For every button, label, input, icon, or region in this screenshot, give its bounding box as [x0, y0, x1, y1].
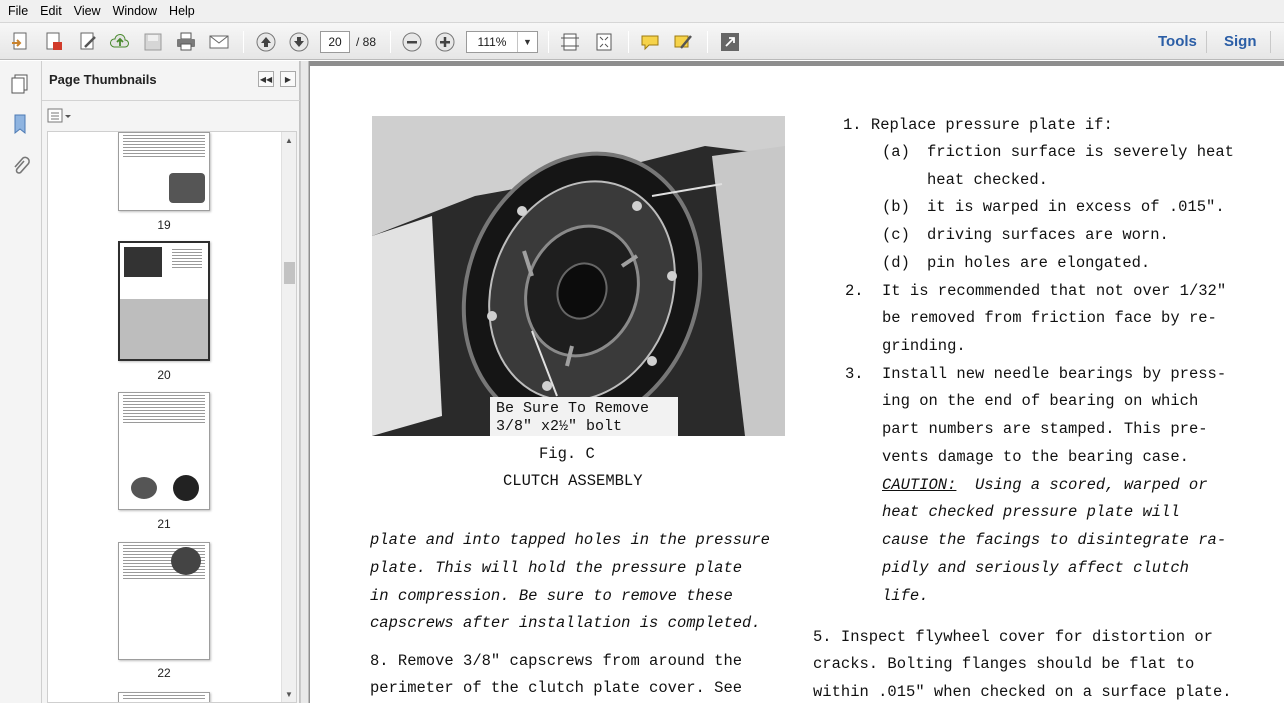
sub-item-letter: (b) — [882, 198, 910, 216]
highlight-icon[interactable] — [670, 29, 696, 55]
paragraph-line: within .015" when checked on a surface plate. — [813, 683, 1232, 701]
document-page — [310, 66, 1284, 703]
caution-line: cause the facings to disintegrate ra- — [882, 531, 1227, 549]
collapse-panel-icon[interactable]: ◀◀ — [258, 71, 274, 87]
panel-title: Page Thumbnails — [49, 72, 157, 87]
photo-annotation-line1: Be Sure To Remove — [496, 400, 650, 417]
edit-pdf-icon[interactable] — [75, 29, 101, 55]
paragraph-line: plate and into tapped holes in the pressure — [370, 531, 770, 549]
previous-page-icon[interactable] — [253, 29, 279, 55]
thumbnail-label: 19 — [157, 218, 171, 232]
sub-item-letter: (c) — [882, 226, 910, 244]
cloud-upload-icon[interactable] — [107, 29, 133, 55]
list-item-line: part numbers are stamped. This pre- — [882, 420, 1208, 438]
thumbnail-label: 22 — [157, 666, 171, 680]
thumbnails-panel — [42, 61, 300, 703]
sub-item-letter: (a) — [882, 143, 910, 161]
navigation-rail — [0, 61, 42, 703]
sub-item-text: driving surfaces are worn. — [927, 226, 1169, 244]
thumbnail-list — [47, 131, 297, 703]
figure-title: CLUTCH ASSEMBLY — [503, 472, 643, 490]
toolbar-separator — [1270, 31, 1271, 53]
menu-edit[interactable]: Edit — [40, 4, 62, 18]
chevron-down-icon[interactable]: ▼ — [517, 32, 537, 52]
toolbar-separator — [390, 31, 391, 53]
photo-annotation — [490, 397, 678, 436]
paragraph-line: perimeter of the clutch plate cover. See — [370, 679, 743, 697]
create-pdf-icon[interactable] — [8, 29, 34, 55]
scrollbar-thumb[interactable] — [284, 262, 295, 284]
thumbnail-scrollbar[interactable]: ▲ ▼ — [281, 132, 297, 703]
caution-line: pidly and seriously affect clutch — [882, 559, 1189, 577]
caution-line: life. — [882, 587, 929, 605]
fit-width-icon[interactable] — [557, 29, 583, 55]
caution-line: heat checked pressure plate will — [882, 503, 1180, 521]
zoom-value: 111% — [477, 35, 507, 49]
list-number: 2. — [845, 282, 864, 300]
save-icon[interactable] — [140, 29, 166, 55]
menu-view[interactable]: View — [73, 4, 101, 18]
list-item-line: vents damage to the bearing case. — [882, 448, 1189, 466]
zoom-select[interactable] — [466, 31, 538, 53]
next-page-icon[interactable] — [286, 29, 312, 55]
toolbar-separator — [243, 31, 244, 53]
chevron-right-icon[interactable]: ▶ — [280, 71, 296, 87]
sub-item-text: pin holes are elongated. — [927, 254, 1151, 272]
list-item-line: grinding. — [882, 337, 966, 355]
paragraph-line: cracks. Bolting flanges should be flat to — [813, 655, 1195, 673]
sub-item-text: heat checked. — [927, 171, 1048, 189]
thumbnail-page-23[interactable] — [118, 692, 210, 703]
toolbar — [0, 22, 1284, 60]
panel-header — [42, 61, 300, 101]
menu-help[interactable]: Help — [169, 4, 195, 18]
attachments-icon[interactable] — [8, 153, 32, 179]
thumbnail-options-icon[interactable] — [47, 107, 73, 125]
list-item-line: be removed from friction face by re- — [882, 309, 1217, 327]
toolbar-separator — [707, 31, 708, 53]
pages-icon[interactable] — [8, 71, 32, 97]
sub-item-text: it is warped in excess of .015". — [927, 198, 1225, 216]
caution-label: CAUTION: — [882, 476, 957, 494]
caution-line: Using a scored, warped or — [975, 476, 1208, 494]
menu-file[interactable]: File — [8, 4, 29, 18]
sub-item-text: friction surface is severely heat — [927, 143, 1234, 161]
menu-bar — [0, 0, 1284, 22]
zoom-out-icon[interactable] — [399, 29, 425, 55]
thumbnail-page-20[interactable] — [118, 241, 210, 361]
sign-link[interactable]: Sign — [1224, 33, 1257, 50]
list-item-1: 1. Replace pressure plate if: — [843, 116, 1113, 134]
toolbar-separator — [548, 31, 549, 53]
figure-caption: Fig. C — [539, 445, 595, 463]
toolbar-separator — [1206, 31, 1207, 53]
toolbar-separator — [628, 31, 629, 53]
sub-item-letter: (d) — [882, 254, 910, 272]
tools-link[interactable]: Tools — [1158, 33, 1197, 50]
menu-window[interactable]: Window — [112, 4, 158, 18]
thumbnail-label: 20 — [157, 368, 171, 382]
thumbnail-page-22[interactable] — [118, 542, 210, 660]
thumbnail-page-19[interactable] — [118, 132, 210, 211]
list-item-line: Install new needle bearings by press- — [882, 365, 1227, 383]
clutch-assembly-photo — [372, 116, 785, 436]
print-icon[interactable] — [173, 29, 199, 55]
list-number: 3. — [845, 365, 864, 383]
email-icon[interactable] — [206, 29, 232, 55]
list-item-line: ing on the end of bearing on which — [882, 392, 1199, 410]
page-number-input[interactable]: 20 — [320, 31, 350, 53]
paragraph-line: plate. This will hold the pressure plate — [370, 559, 743, 577]
paragraph-line: in compression. Be sure to remove these — [370, 587, 733, 605]
thumbnail-page-21[interactable] — [118, 392, 210, 510]
comment-icon[interactable] — [637, 29, 663, 55]
panel-splitter[interactable] — [300, 61, 309, 703]
expand-icon[interactable] — [717, 29, 743, 55]
thumbnail-label: 21 — [157, 517, 171, 531]
page-total: / 88 — [356, 35, 377, 49]
photo-annotation-line2: 3/8" x2½" bolt — [496, 418, 623, 435]
zoom-in-icon[interactable] — [432, 29, 458, 55]
paragraph-line: 5. Inspect flywheel cover for distortion or — [813, 628, 1213, 646]
export-pdf-icon[interactable] — [41, 29, 67, 55]
paragraph-line: 8. Remove 3/8" capscrews from around the — [370, 652, 743, 670]
paragraph-line: capscrews after installation is completed. — [370, 614, 761, 632]
bookmarks-icon[interactable] — [8, 111, 32, 137]
list-item-line: It is recommended that not over 1/32" — [882, 282, 1227, 300]
fit-page-icon[interactable] — [591, 29, 617, 55]
